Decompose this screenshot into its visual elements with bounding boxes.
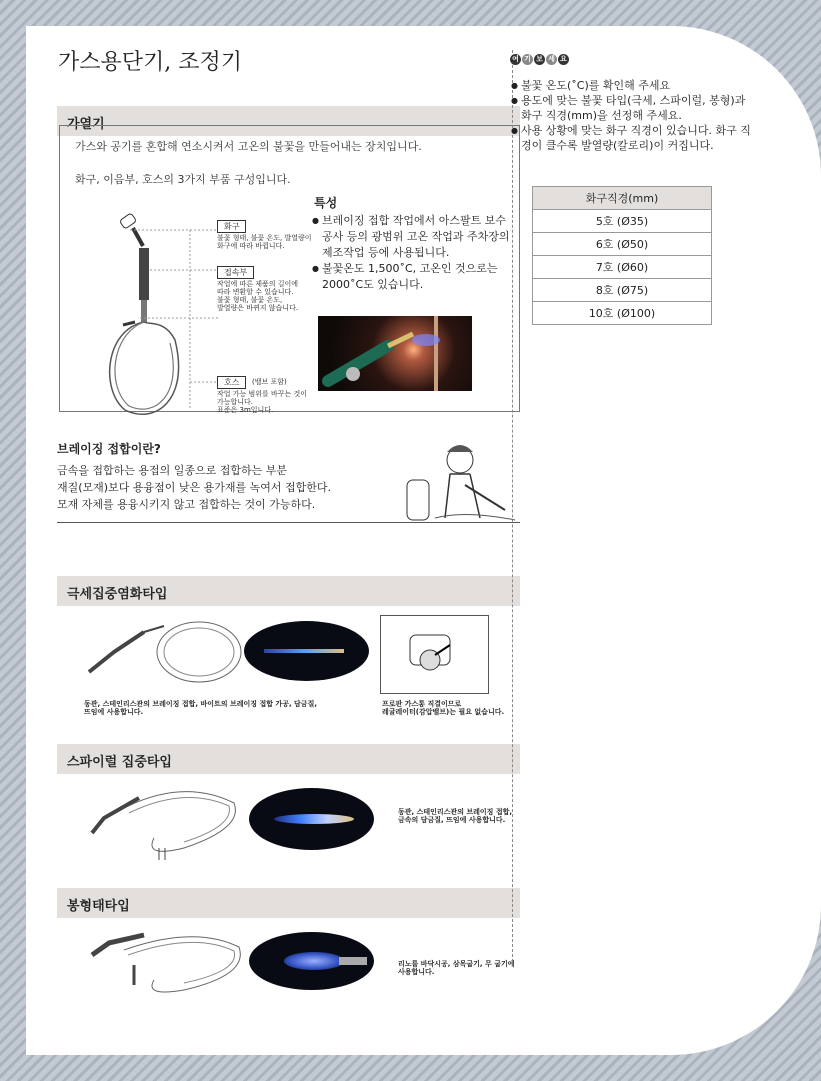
page-title: 가스용단기, 조정기 (58, 50, 243, 75)
tip-item: ● 용도에 맞는 불꽃 타입(극세, 스파이럴, 봉형)과 화구 직경(mm)을 선정해 주세요. (511, 93, 751, 123)
part-hose-note: (밸브 포함) (252, 378, 287, 386)
part-desc-nozzle: 불꽃 형태, 불꽃 온도, 발열량이 화구에 따라 바뀝니다. (217, 234, 312, 250)
tips-list (511, 78, 751, 153)
section-heater-header: 가열기 (57, 106, 520, 136)
type-3-header: 봉형태타입 (57, 888, 520, 918)
worker-illustration (405, 440, 517, 522)
part-desc-hose: 작업 가능 범위를 바꾸는 것이 가능합니다. 표준은 3m입니다. (217, 390, 308, 414)
tips-title-char: 요 (558, 54, 569, 65)
heater-intro-2: 화구, 이음부, 호스의 3가지 부품 구성입니다. (75, 173, 291, 186)
tips-title-char: 보 (534, 54, 545, 65)
diameter-row: 6호 (Ø50) (533, 233, 712, 256)
type-2-header: 스파이럴 집중타입 (57, 744, 520, 774)
type-3-torch-drawing (84, 925, 249, 1005)
diameter-row: 7호 (Ø60) (533, 256, 712, 279)
feature-item: ● 불꽃온도 1,500˚C, 고온인 것으로는 2000˚C도 있습니다. (312, 261, 517, 293)
diameter-table-header: 화구직경(mm) (533, 187, 712, 210)
features-title: 특성 (314, 196, 338, 210)
feature-item: ● 브레이징 접합 작업에서 아스팔트 보수 공사 등의 광범위 고온 작업과 주차장의 제조작업 등에 사용됩니다. (312, 213, 517, 261)
part-label-hose: 호스 (217, 376, 246, 389)
tips-title-char: 여 (510, 54, 521, 65)
type-1-extra-caption: 프로판 가스통 직결이므로 레귤레이터(감압밸브)는 필요 없습니다. (382, 700, 505, 716)
tip-item: ● 사용 상황에 맞는 화구 직경이 있습니다. 화구 직경이 클수록 발열량(칼로리)이 커집니다. (511, 123, 751, 153)
heater-intro-1: 가스와 공기를 혼합해 연소시켜서 고온의 불꽃을 만들어내는 장치입니다. (75, 140, 422, 153)
type-3-flame-photo (249, 932, 374, 990)
type-3-caption: 리노륨 바닥시공, 삼목굽기, 무 굽기에 사용합니다. (398, 960, 515, 976)
diameter-row: 10호 (Ø100) (533, 302, 712, 325)
brazing-text: 금속을 접합하는 용접의 일종으로 접합하는 부분 재질(모재)보다 용융점이 낮은 용가재를 녹여서 접합한다. 모재 자체를 용융시키지 않고 접합하는 것이 가능하다. (57, 464, 331, 511)
divider (57, 522, 520, 523)
type-1-torch-drawing (84, 612, 244, 692)
features-list (312, 213, 517, 293)
tips-title-char: 세 (546, 54, 557, 65)
part-label-connector: 접속부 (217, 266, 254, 279)
tips-title (510, 46, 570, 65)
tips-title-char: 기 (522, 54, 533, 65)
part-desc-connector: 작업에 따른 제품의 길이에 따라 변환할 수 있습니다. 불꽃 형태, 불꽃 온도, 발열량은 바뀌지 않습니다. (217, 280, 299, 312)
diameter-row: 8호 (Ø75) (533, 279, 712, 302)
tip-item: ● 불꽃 온도(˚C)를 확인해 주세요 (511, 78, 751, 93)
part-label-nozzle: 화구 (217, 220, 246, 233)
type-1-flame-photo (244, 621, 369, 681)
column-divider (512, 50, 513, 962)
type-1-regulator-drawing (380, 615, 490, 695)
type-2-flame-photo (249, 788, 374, 850)
diameter-table (532, 186, 712, 325)
brazing-photo (318, 316, 472, 391)
type-2-torch-drawing (84, 778, 244, 868)
leader-lines (120, 222, 220, 422)
type-1-caption: 동관, 스테인리스관의 브레이징 접합, 바이트의 브레이징 접합 가공, 담금질, 뜨임에 사용합니다. (84, 700, 317, 716)
brazing-title: 브레이징 접합이란? (57, 442, 161, 456)
type-2-caption: 동관, 스테인리스관의 브레이징 접합, 금속의 담금질, 뜨임에 사용합니다. (398, 808, 513, 824)
type-1-header: 극세집중염화타입 (57, 576, 520, 606)
diameter-row: 5호 (Ø35) (533, 210, 712, 233)
